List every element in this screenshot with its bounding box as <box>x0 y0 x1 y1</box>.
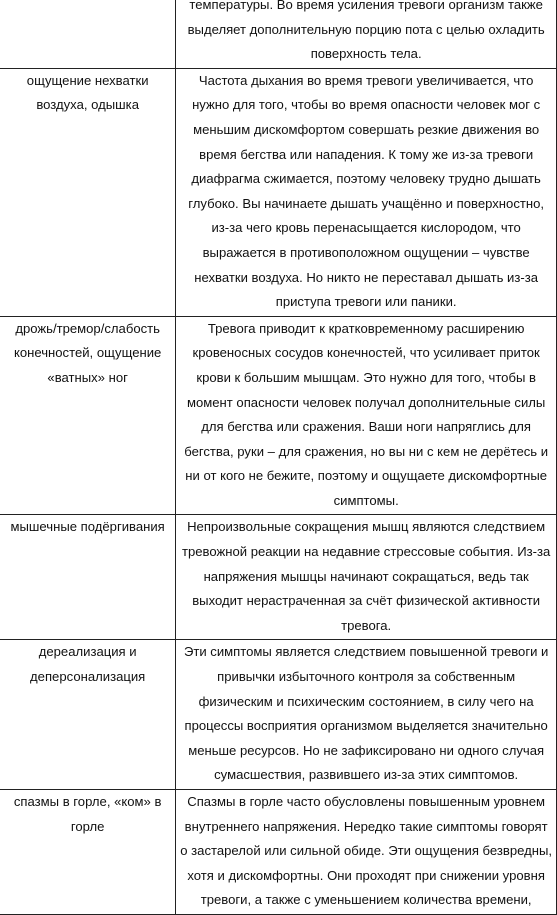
explanation-cell <box>176 640 557 790</box>
explanation-text: Эти симптомы является следствием повышенной тревоги и привычки избыточного контроля за собственным физическим и психическим состоянием, в силу чего на процессы восприятия организмом выделяется значительно меньше ресурсов. Но не зафиксировано ни одного случая сумасшествия, развившего из-за этих симптомов. <box>183 644 549 783</box>
explanation-text: температуры. Во время усиления тревоги организм также выделяет дополнительную порцию пота с целью охладить поверхность тела. <box>187 0 545 62</box>
symptom-text: мышечные подёргивания <box>10 519 165 535</box>
symptom-cell <box>0 515 176 640</box>
table-row <box>0 68 557 316</box>
explanation-cell <box>176 790 557 915</box>
explanation-cell <box>176 0 557 68</box>
explanation-cell <box>176 68 557 316</box>
table-row <box>0 316 557 515</box>
symptom-cell <box>0 316 176 515</box>
symptom-text: спазмы в горле, «ком» в горле <box>13 794 162 834</box>
explanation-text: Непроизвольные сокращения мышц являются следствием тревожной реакции на недавние стрессовые события. Из-за напряжения мышцы начинают сокращаться, ведь так выходит нерастраченная за счёт физической активности тревога. <box>181 519 551 633</box>
table-row <box>0 640 557 790</box>
table-row <box>0 790 557 915</box>
explanation-cell <box>176 316 557 515</box>
symptom-cell <box>0 790 176 915</box>
symptom-cell <box>0 68 176 316</box>
explanation-text: Частота дыхания во время тревоги увеличивается, что нужно для того, чтобы во время опасности человек мог с меньшим дискомфортом совершать резкие движения во время бегства или нападения. К тому же из-за тревоги диафрагма сжимается, поэтому человеку трудно дышать глубоко. Вы начинаете дышать учащённо и поверхностно, из-за чего кровь перенасыщается кислородом, что выражается в противоположном ощущении – чувстве нехватки воздуха. Но никто не переставал дышать из-за приступа тревоги или паники. <box>188 72 545 310</box>
symptom-text: дрожь/тремор/слабость конечностей, ощущение «ватных» ног <box>13 320 162 385</box>
explanation-text: Спазмы в горле часто обусловлены повышенным уровнем внутреннего напряжения. Нередко такие симптомы говорят о застарелой или сильной обиде. Эти ощущения безвредны, хотя и дискомфортны. Они проходят при снижении уровня тревоги, а также с уменьшением количества времени, <box>180 794 553 908</box>
table-row <box>0 0 557 68</box>
explanation-text: Тревога приводит к кратковременному расширению кровеносных сосудов конечностей, что усиливает приток крови к большим мышцам. Это нужно для того, чтобы в момент опасности человек получал дополнительные силы для бегства или сражения. Ваши ноги напряглись для бегства, руки – для сражения, но вы ни с кем не дерётесь и ни от кого не бежите, поэтому и ощущаете дискомфортные симптомы. <box>184 320 549 508</box>
symptom-cell <box>0 640 176 790</box>
table-row <box>0 515 557 640</box>
symptom-text: дереализация и деперсонализация <box>30 644 146 685</box>
symptom-text: ощущение нехватки воздуха, одышка <box>26 72 149 113</box>
explanation-cell <box>176 515 557 640</box>
symptom-cell <box>0 0 176 68</box>
